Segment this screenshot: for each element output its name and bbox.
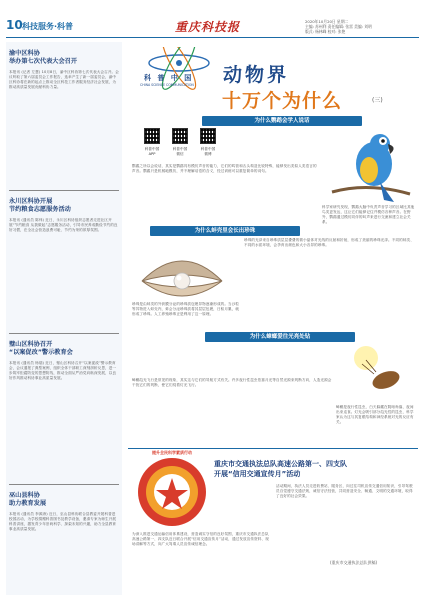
article-2-title: 永川区科协开展 节约粮食志愿服务活动: [9, 198, 71, 213]
article-4-title: 巫山县科协 助力教育发展: [9, 492, 47, 507]
series-number: (三): [372, 97, 383, 104]
parrot-icon: [322, 122, 414, 204]
pearl-paragraph-2: 珍珠的光泽来自珍珠质层层叠叠的微小晶体对光线的反射和折射，形成了美丽的珍珠光泽。不同的蚌类、不同的水质环境，会孕育出颜色和大小各异的珍珠。: [244, 238, 414, 248]
divider: [9, 484, 119, 485]
qr-label-app: 科普中国 APP: [144, 147, 160, 156]
cockroach-icon: [336, 342, 414, 404]
kepu-logo-text: 科 普 中 国: [144, 74, 194, 82]
kepu-logo-english: CHINA SCIENCE COMMUNICATION: [140, 83, 194, 87]
divider: [9, 333, 119, 334]
page-number: 10: [6, 18, 23, 32]
article-3-title: 璧山区科协召开 “以案促改”警示教育会: [9, 341, 73, 356]
qr-code-wechat: [172, 128, 188, 144]
newspaper-title: 重庆科技报: [175, 20, 241, 34]
insect-paragraph-2: 蟑螂是夜行性昆虫，白天躲藏在阴暗角落，夜间出来觅食。灯光会吸引部分趋光性的昆虫，科学家认为这与其复眼结构和神经系统对光的反应有关。: [336, 405, 414, 425]
header-rule: [6, 37, 419, 38]
pearl-oyster-illustration: [132, 241, 232, 303]
special-report-title: 重庆市交通执法总队高速公路第一、四支队 开展“信用交通宣传月”活动: [214, 460, 347, 478]
article-3-body: 本报讯 (通讯员 杨瑞) 近日，璧山区科协召开“以案促改”警示教育会，会议通报了典型案例，组织全体干部职工深刻剖析反思，进一步筑牢拒腐防变的思想防线，推动全面从严治党向纵深发展，以良好作风推动科协事业高质量发展。: [9, 361, 117, 381]
article-4-body: 本报讯 (通讯员 李源涛) 近日，巫山县科协联合县教委开展科普进校园活动，为学校捐赠科普图书及教学设备，邀请专家为师生开展科普讲座，激发青少年崇尚科学、探索未知的兴趣，助力全县教育事业高质量发展。: [9, 512, 117, 532]
article-2-body: 本报讯 (通讯员 陈炜) 近日，永川区科协组织志愿者走进社区开展“节约粮食 从我做起”志愿服务活动，引导市民养成勤俭节约的良好习惯，在全社会营造浪费可耻、节约为荣的浓厚氛围。: [9, 218, 118, 233]
pearl-paragraph-1: 珍珠是由蚌类的外套膜分泌的珍珠质包裹异物逐渐形成的。当沙粒等异物进入蚌壳内，蚌会分泌珍珠质将其层层包裹，日积月累，就形成了珍珠。人工养殖珍珠正是利用了这一原理。: [132, 302, 240, 317]
parrot-illustration: [322, 122, 414, 204]
parrot-paragraph-1: 鹦鹉之所以会说话，其实是鹦鹉具有模仿声音的能力，它们的鸣管和舌头构造比较特殊，能够发出类似人类语言的声音。鹦鹉只是机械地模仿，并不理解话语的含义，经过训练可以重复简单的词句。: [132, 164, 317, 174]
parrot-paragraph-2: 科学家研究发现，鹦鹉大脑中负责声音学习的区域比其他鸟类更发达，这让它们能够记住并模仿各种声音。在野外，鹦鹉通过模仿同伴的叫声来进行交流和建立社会关系。: [322, 205, 415, 225]
insect-paragraph-1: 蟑螂趋光飞行是常见的现象，其实这与它们的导航方式有关。许多夜行性昆虫依靠月光等自然光源来判断方向，人造光源会干扰它们的判断，使它们绕着灯光飞行。: [132, 378, 332, 388]
question-banner-1: 为什么鹦鹉会学人说话: [202, 116, 362, 126]
question-banner-3: 为什么蟑螂爱往光亮处钻: [205, 332, 355, 342]
insect-illustration: [336, 342, 414, 404]
article-1-body: 本报讯 (记者 左慧) 10月8日，渝中区科协第七次代表大会召开。会议听取了第六届委员会工作报告，选举产生了新一届委员会，渝中区科协将在新的起点上推动全区科技工作者服务经济社会发展，为推动高质量发展贡献科协力量。: [9, 70, 119, 90]
special-report-paragraph-1: 为深入推进交通运输信用体系建设，营造诚实守信的良好氛围，重庆市交通执法总队高速公路第一、四支队近日联合开展“信用交通宣传月”活动，通过发放宣传资料、现场讲解等方式，向广大驾乘人员宣传诚信理念。: [132, 532, 269, 547]
badge-icon: [136, 456, 208, 528]
oyster-icon: [132, 241, 232, 303]
special-report-paragraph-2: 活动期间，执法人员走进收费站、服务区，向过往司机宣传交通信用知识，引导驾驶员自觉遵守交通法规，诚信守法经营，共同营造安全、畅通、文明的交通环境，取得了良好的社会效果。: [276, 484, 413, 499]
special-report-source: (重庆市交通执法总队供稿): [330, 560, 378, 565]
qr-label-weibo: 科普中国 微博: [200, 147, 216, 156]
section-title: 科技服务·科普: [22, 22, 74, 31]
article-1-title: 渝中区科协 举办第七次代表大会召开: [9, 50, 78, 65]
divider: [9, 190, 119, 191]
feature-subheadline: 十万个为什么: [222, 90, 343, 112]
question-banner-2: 为什么蚌壳里会长出珍珠: [150, 226, 300, 236]
qr-label-wechat: 科普中国 微信: [172, 147, 188, 156]
edition-info: 2020年10月20日 星期二 主编: 苏州利 责任编辑: 张雷 美编: 刘明 版式: 杨林峰 校对: 张艳: [305, 19, 372, 34]
qr-code-app: [144, 128, 160, 144]
feature-headline: 动物界: [223, 64, 290, 86]
science-literacy-badge: [136, 456, 208, 528]
qr-code-weibo: [200, 128, 216, 144]
section-divider: [128, 448, 418, 449]
badge-text: 提升全民科学素质行动: [152, 450, 192, 455]
